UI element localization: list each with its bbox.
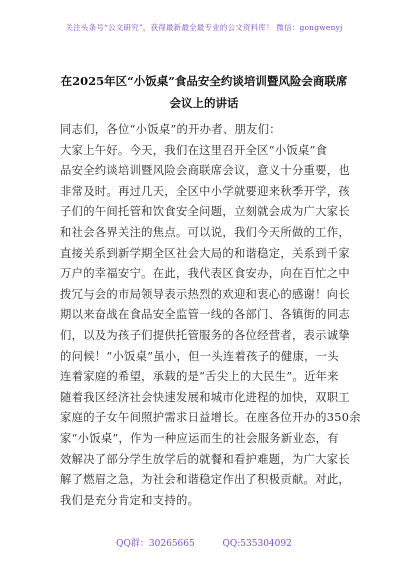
top-promo-banner: 关注头条号“公文研究”，获得最新最全最专业的公文资料库！ 微信：gongwenyj [65,23,343,32]
document-title [0,70,408,114]
body-line: 品安全约谈培训暨风险会商联席会议，意义十分重要，也 [60,164,350,178]
body-line: 解了燃眉之急，为社会和谐稳定作出了积极贡献。对此， [60,473,350,487]
document-body [60,120,361,511]
body-line: 随着我区经济社会快速发展和城市化进程的加快，双职工 [60,390,350,404]
body-line: 效解决了部分学生放学后的就餐和看护难题，为广大家长 [60,452,350,466]
body-line: 期以来奋战在食品安全监管一线的各部门、各镇街的同志 [60,308,350,322]
title-line-1: 在2025年区“小饭桌”食品安全约谈培训暨风险会商联席 [60,74,348,88]
bottom-contact-banner [0,536,408,549]
body-line: 的问候！“小饭桌”虽小，但一头连着孩子的健康，一头 [60,349,339,363]
qq-number-text: QQ:535304092 [222,539,292,549]
body-line: 连着家庭的希望，承载的是“舌尖上的大民生”。近年来 [60,370,339,384]
body-line: 直接关系到新学期全区社会大局的和谐稳定，关系到千家 [60,246,350,260]
title-line-2: 会议上的讲话 [169,96,239,110]
body-line: 非常及时。再过几天，全区中小学就要迎来秋季开学，孩 [60,184,350,198]
body-line: 万户的幸福安宁。在此，我代表区食安办，向在百忙之中 [60,267,350,281]
body-line: 和社会各界关注的焦点。可以说，我们今天所做的工作， [60,225,350,239]
body-line: 我们是充分肯定和支持的。 [60,493,200,507]
qq-group-text: QQ群：30265665 [116,539,195,549]
body-line: 家庭的子女午间照护需求日益增长。在座各位开办的350余 [60,411,361,425]
body-line: 拨冗与会的市局领导表示热烈的欢迎和衷心的感谢！向长 [60,287,350,301]
body-line: 们，以及为孩子们提供托管服务的各位经营者，表示诚挚 [60,328,350,342]
body-line: 同志们，各位“小饭桌”的开办者、朋友们： [60,123,281,136]
body-line: 子们的午间托管和饮食安全问题，立刻就会成为广大家长 [60,205,350,219]
body-line: 家“小饭桌”，作为一种应运而生的社会服务新业态，有 [60,431,339,445]
body-line: 大家上午好。今天，我们在这里召开全区“小饭桌”食 [60,143,328,157]
